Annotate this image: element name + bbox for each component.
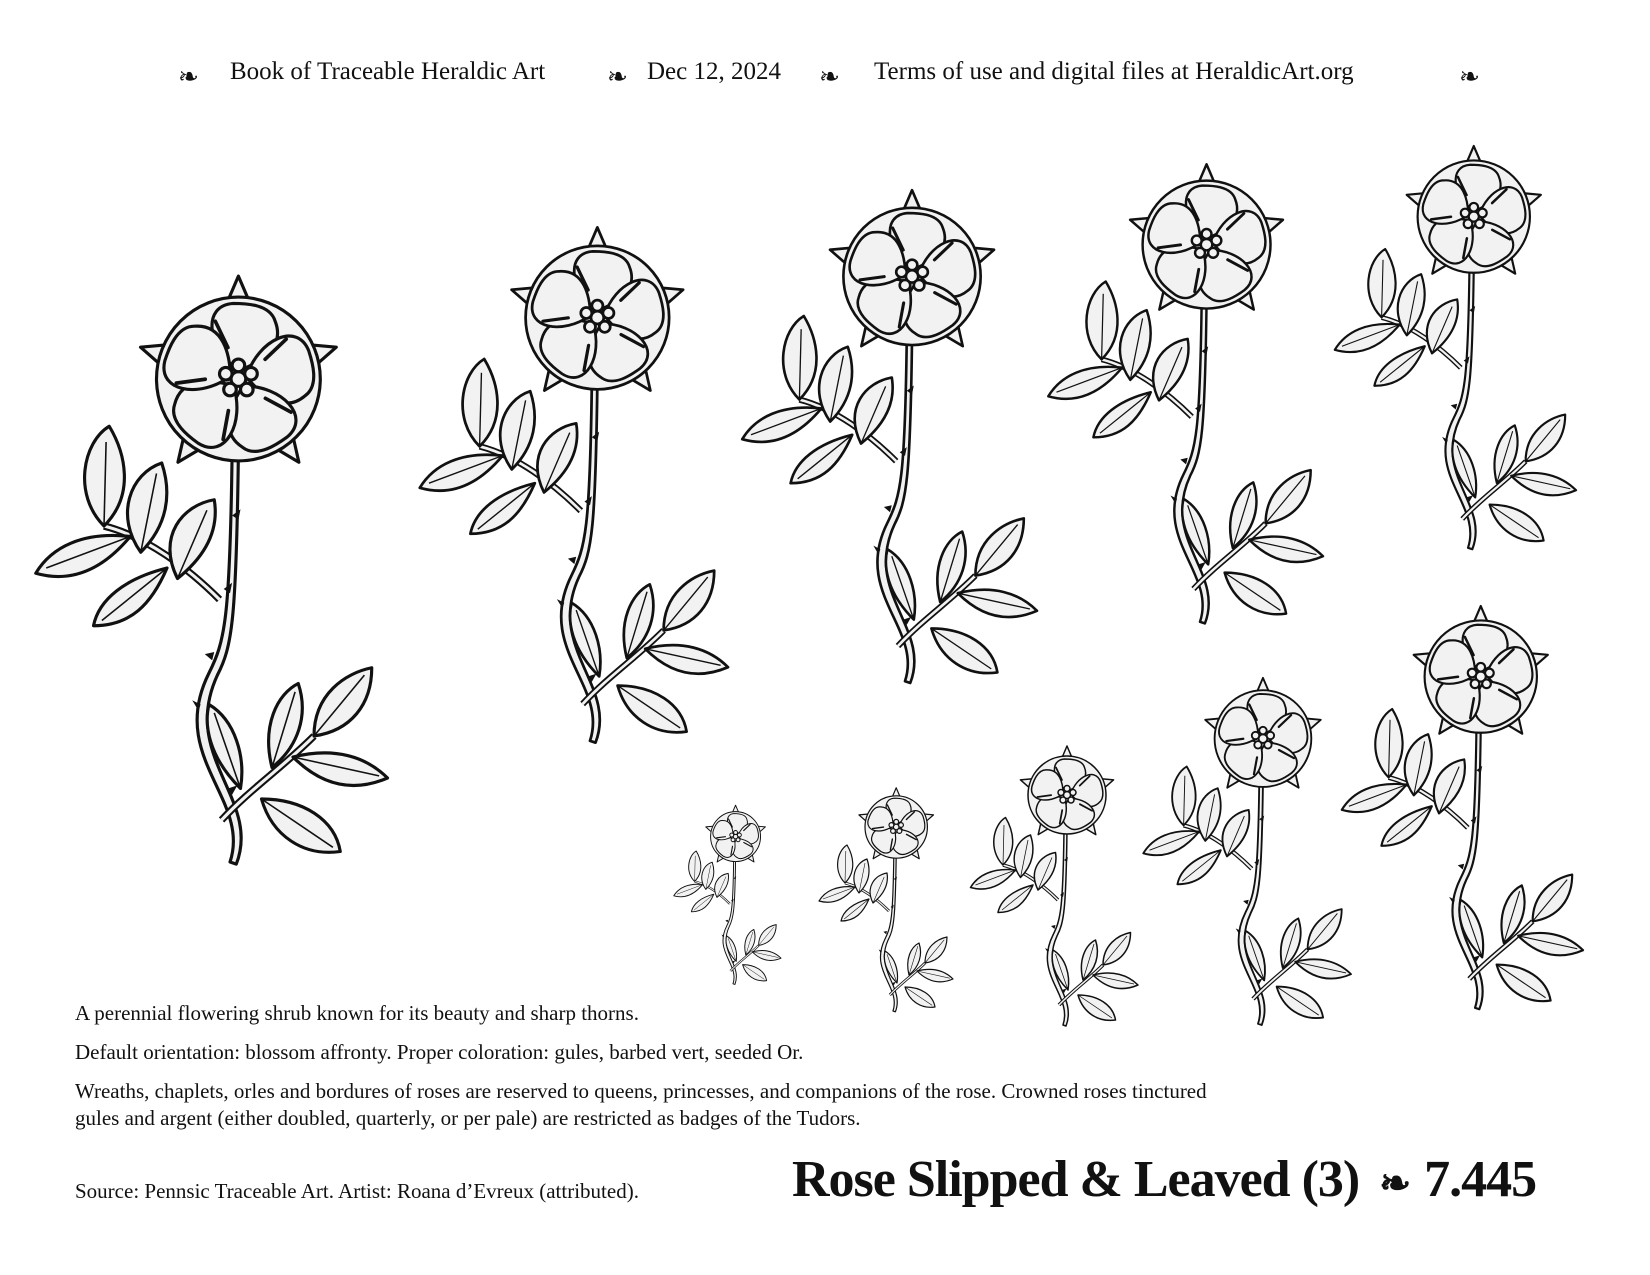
rose-10 (674, 805, 781, 984)
fleuron-icon: ❧ (819, 64, 840, 91)
rose-2 (420, 227, 728, 742)
plate-title (792, 1150, 1536, 1209)
description-line: A perennial flowering shrub known for its beauty and sharp thorns. (75, 1001, 639, 1025)
rose-6 (1342, 606, 1583, 1009)
rose-8 (971, 746, 1139, 1026)
plate-number: 7.445 (1424, 1151, 1537, 1208)
source-line: Source: Pennsic Traceable Art. Artist: Roana d’Evreux (attributed). (75, 1179, 639, 1203)
book-title: Book of Traceable Heraldic Art (230, 58, 546, 85)
fleuron-icon: ❧ (1379, 1160, 1411, 1205)
header-date: Dec 12, 2024 (647, 58, 781, 85)
fleuron-icon: ❧ (607, 64, 628, 91)
rose-4 (1048, 164, 1323, 623)
fleuron-icon: ❧ (178, 64, 199, 91)
terms-link[interactable]: Terms of use and digital files at HeraldicArt.org (874, 58, 1354, 85)
rose-5 (1335, 146, 1576, 549)
rose-9 (819, 788, 953, 1012)
description-line: Wreaths, chaplets, orles and bordures of roses are reserved to queens, princesses, and companions of the rose. Crowned roses tinctured gules and argent (either doubled, quarterly, or per pale) are restricted as badges of the Tudors. (75, 1079, 1207, 1130)
description-line: Default orientation: blossom affronty. Proper coloration: gules, barbed vert, seeded Or. (75, 1040, 804, 1064)
rose-1 (36, 276, 388, 864)
fleuron-icon: ❧ (1459, 64, 1480, 91)
rose-title: Rose Slipped & Leaved (3) (792, 1151, 1360, 1208)
rose-7 (1143, 678, 1351, 1025)
rose-3 (742, 190, 1037, 683)
